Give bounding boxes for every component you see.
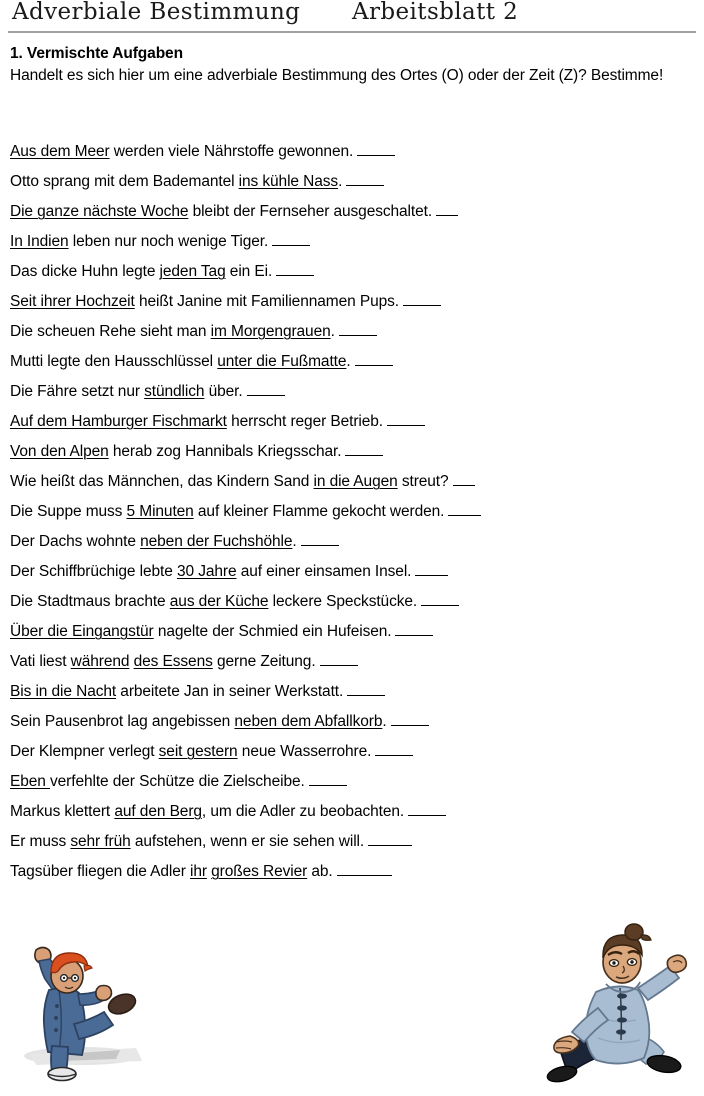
adverbial-phrase: seit gestern bbox=[158, 743, 238, 760]
header-divider bbox=[8, 31, 696, 33]
answer-blank[interactable] bbox=[320, 653, 358, 666]
adverbial-phrase: Bis in die Nacht bbox=[10, 683, 117, 700]
answer-blank[interactable] bbox=[421, 593, 459, 606]
sentence-text: leckere Speckstücke. bbox=[268, 593, 418, 610]
sentence-text: Sein Pausenbrot lag angebissen bbox=[10, 713, 235, 730]
sentence-text: neue Wasserrohre. bbox=[237, 743, 372, 760]
task-heading: 1. Vermischte Aufgaben bbox=[10, 45, 183, 62]
answer-blank[interactable] bbox=[415, 563, 448, 576]
adverbial-phrase: Die ganze nächste Woche bbox=[10, 203, 189, 220]
sentence-text: Der Dachs wohnte bbox=[10, 533, 141, 550]
answer-blank[interactable] bbox=[339, 323, 377, 336]
sentence-item bbox=[10, 377, 700, 407]
sentence-text: Vati liest bbox=[10, 653, 71, 670]
adverbial-phrase: Seit ihrer Hochzeit bbox=[10, 293, 135, 310]
sentence-item bbox=[10, 437, 700, 467]
sentence-text: herab zog Hannibals Kriegsschar. bbox=[108, 443, 342, 460]
adverbial-phrase: Auf dem Hamburger Fischmarkt bbox=[10, 413, 227, 430]
answer-blank[interactable] bbox=[347, 683, 385, 696]
sentence-item bbox=[10, 257, 700, 287]
task-prompt: Handelt es sich hier um eine adverbiale Bestimmung des Ortes (O) oder der Zeit (Z)? Bestimme! bbox=[10, 67, 664, 84]
sentence-item bbox=[10, 797, 700, 827]
sentence-text: werden viele Nährstoffe gewonnen. bbox=[109, 143, 354, 160]
sentence-item bbox=[10, 227, 700, 257]
boy-kungfu-kick-illustration bbox=[12, 928, 157, 1088]
adverbial-phrase: während bbox=[70, 653, 130, 670]
answer-blank[interactable] bbox=[346, 173, 384, 186]
sentence-text: Mutti legte den Hausschlüssel bbox=[10, 353, 218, 370]
sentence-item bbox=[10, 527, 700, 557]
adverbial-phrase: ins kühle Nass bbox=[238, 173, 339, 190]
sentence-item bbox=[10, 137, 700, 167]
adverbial-phrase: Aus dem Meer bbox=[10, 143, 110, 160]
sentence-text: Er muss bbox=[10, 833, 71, 850]
adverbial-phrase: Eben bbox=[10, 773, 51, 790]
sentence-text: Die Fähre setzt nur bbox=[10, 383, 145, 400]
sentence-text: nagelte der Schmied ein Hufeisen. bbox=[153, 623, 392, 640]
adverbial-phrase: neben dem Abfallkorb bbox=[234, 713, 383, 730]
adverbial-phrase: jeden Tag bbox=[159, 263, 226, 280]
sentence-text: auf kleiner Flamme gekocht werden. bbox=[193, 503, 445, 520]
answer-blank[interactable] bbox=[309, 773, 347, 786]
adverbial-phrase: 5 Minuten bbox=[126, 503, 194, 520]
answer-blank[interactable] bbox=[391, 713, 429, 726]
answer-blank[interactable] bbox=[247, 383, 285, 396]
answer-blank[interactable] bbox=[357, 143, 395, 156]
sentence-text: Otto sprang mit dem Bademantel bbox=[10, 173, 239, 190]
adverbial-phrase: auf den Berg bbox=[114, 803, 202, 820]
answer-blank[interactable] bbox=[436, 203, 458, 216]
sentence-text: streut? bbox=[397, 473, 449, 490]
sentence-text: über. bbox=[204, 383, 243, 400]
sentence-item bbox=[10, 647, 700, 677]
sentence-text: gerne Zeitung. bbox=[212, 653, 316, 670]
adverbial-phrase: im Morgengrauen bbox=[210, 323, 331, 340]
sentence-text: herrscht reger Betrieb. bbox=[226, 413, 383, 430]
answer-blank[interactable] bbox=[368, 833, 412, 846]
sentence-text: . bbox=[338, 173, 343, 190]
sentence-item bbox=[10, 497, 700, 527]
sentence-text: ab. bbox=[307, 863, 333, 880]
sentence-text: bleibt der Fernseher ausgeschaltet. bbox=[188, 203, 433, 220]
adverbial-phrase: stündlich bbox=[144, 383, 205, 400]
answer-blank[interactable] bbox=[453, 473, 475, 486]
answer-blank[interactable] bbox=[276, 263, 314, 276]
sentence-text: heißt Janine mit Familiennamen Pups. bbox=[134, 293, 399, 310]
sentence-text: ein Ei. bbox=[225, 263, 273, 280]
sentence-text: Das dicke Huhn legte bbox=[10, 263, 160, 280]
adverbial-phrase: 30 Jahre bbox=[176, 563, 237, 580]
adverbial-phrase: unter die Fußmatte bbox=[217, 353, 347, 370]
sentence-item bbox=[10, 617, 700, 647]
answer-blank[interactable] bbox=[375, 743, 413, 756]
sentence-text: leben nur noch wenige Tiger. bbox=[68, 233, 269, 250]
adverbial-phrase: In Indien bbox=[10, 233, 69, 250]
adverbial-phrase: Von den Alpen bbox=[10, 443, 109, 460]
sentence-item bbox=[10, 467, 700, 497]
adverbial-phrase: in die Augen bbox=[313, 473, 398, 490]
answer-blank[interactable] bbox=[355, 353, 393, 366]
sentence-item bbox=[10, 677, 700, 707]
page-title: Adverbiale Bestimmung bbox=[12, 0, 301, 25]
adverbial-phrase: ihr bbox=[189, 863, 207, 880]
answer-blank[interactable] bbox=[403, 293, 441, 306]
sentence-item bbox=[10, 287, 700, 317]
sentence-item bbox=[10, 587, 700, 617]
answer-blank[interactable] bbox=[301, 533, 339, 546]
sentence-text: Der Schiffbrüchige lebte bbox=[10, 563, 177, 580]
adverbial-phrase: des Essens bbox=[133, 653, 213, 670]
sentence-text: arbeitete Jan in seiner Werkstatt. bbox=[116, 683, 344, 700]
adverbial-phrase: sehr früh bbox=[70, 833, 131, 850]
adverbial-phrase: neben der Fuchshöhle bbox=[140, 533, 293, 550]
sentence-item bbox=[10, 857, 700, 887]
sentence-list bbox=[10, 137, 700, 887]
answer-blank[interactable] bbox=[408, 803, 446, 816]
task-block bbox=[10, 44, 694, 86]
sentence-text: , um die Adler zu beobachten. bbox=[201, 803, 405, 820]
adverbial-phrase: großes Revier bbox=[211, 863, 308, 880]
worksheet-label: Arbeitsblatt 2 bbox=[352, 0, 519, 25]
sentence-item bbox=[10, 347, 700, 377]
sentence-text: Der Klempner verlegt bbox=[10, 743, 159, 760]
answer-blank[interactable] bbox=[387, 413, 425, 426]
sentence-text: Die scheuen Rehe sieht man bbox=[10, 323, 211, 340]
sentence-item bbox=[10, 317, 700, 347]
sentence-text: . bbox=[382, 713, 387, 730]
answer-blank[interactable] bbox=[395, 623, 433, 636]
sentence-text: Wie heißt das Männchen, das Kindern Sand bbox=[10, 473, 314, 490]
adverbial-phrase: Über die Eingangstür bbox=[10, 623, 154, 640]
sentence-text: verfehlte der Schütze die Zielscheibe. bbox=[50, 773, 305, 790]
sentence-text: Die Stadtmaus brachte bbox=[10, 593, 170, 610]
answer-blank[interactable] bbox=[345, 443, 383, 456]
sentence-text: Markus klettert bbox=[10, 803, 115, 820]
sentence-text: . bbox=[330, 323, 335, 340]
sentence-item bbox=[10, 707, 700, 737]
answer-blank[interactable] bbox=[272, 233, 310, 246]
sentence-item bbox=[10, 557, 700, 587]
man-kungfu-stance-illustration bbox=[542, 922, 702, 1090]
sentence-item bbox=[10, 737, 700, 767]
sentence-text: auf einer einsamen Insel. bbox=[236, 563, 412, 580]
sentence-item bbox=[10, 827, 700, 857]
sentence-text: aufstehen, wenn er sie sehen will. bbox=[130, 833, 365, 850]
page-header bbox=[0, 0, 704, 33]
sentence-item bbox=[10, 167, 700, 197]
adverbial-phrase: aus der Küche bbox=[169, 593, 269, 610]
answer-blank[interactable] bbox=[337, 863, 392, 876]
sentence-text: . bbox=[346, 353, 351, 370]
sentence-text: Tagsüber fliegen die Adler bbox=[10, 863, 190, 880]
sentence-item bbox=[10, 767, 700, 797]
answer-blank[interactable] bbox=[448, 503, 481, 516]
sentence-text: Die Suppe muss bbox=[10, 503, 127, 520]
sentence-text: . bbox=[292, 533, 297, 550]
sentence-item bbox=[10, 407, 700, 437]
sentence-item bbox=[10, 197, 700, 227]
